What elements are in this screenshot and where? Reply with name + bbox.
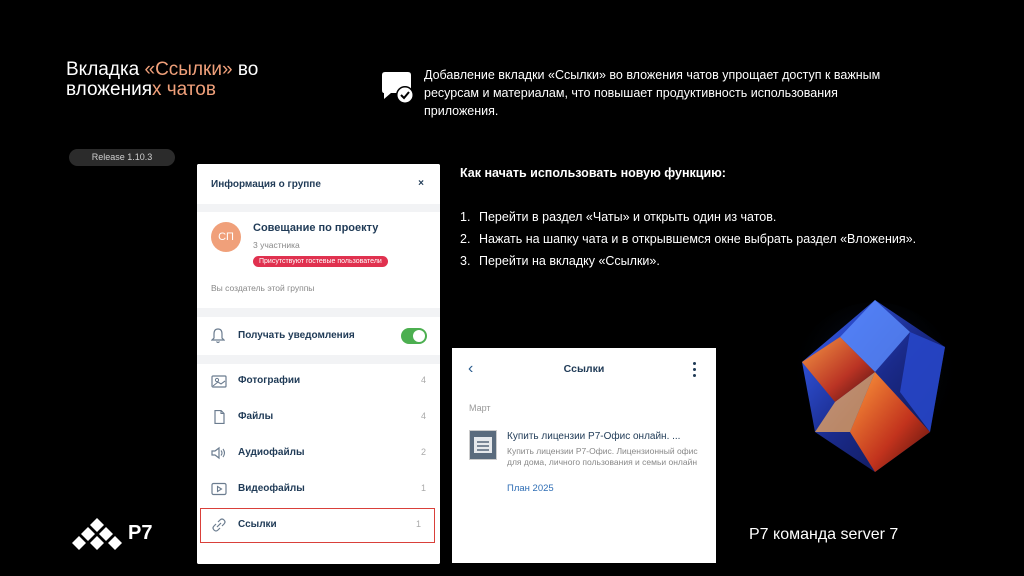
attachment-item-video[interactable] bbox=[197, 472, 440, 507]
links-panel-title: Ссылки bbox=[563, 363, 605, 375]
notifications-toggle[interactable] bbox=[401, 328, 427, 344]
attachment-label: Аудиофайлы bbox=[238, 447, 305, 458]
link-description: Купить лицензии Р7-Офис. Лицензионный офис для дома, личного пользования и семьи онлайн bbox=[507, 446, 698, 467]
step-text: Перейти в раздел «Чаты» и открыть один из чатов. bbox=[479, 210, 777, 224]
steps-list bbox=[460, 206, 916, 272]
photo-icon bbox=[211, 374, 227, 388]
title-text-end: во bbox=[232, 59, 259, 80]
release-badge: Release 1.10.3 bbox=[69, 149, 175, 166]
title-text: Вкладка bbox=[66, 59, 145, 80]
month-header: Март bbox=[469, 403, 491, 413]
attachment-count: 1 bbox=[415, 519, 421, 529]
link-title[interactable]: Купить лицензии Р7-Офис онлайн. ... bbox=[507, 431, 681, 442]
attachment-item-audio[interactable] bbox=[197, 436, 440, 471]
notifications-label: Получать уведомления bbox=[238, 330, 355, 341]
link-icon bbox=[211, 518, 227, 532]
avatar: СП bbox=[211, 222, 241, 252]
r7-gem-logo-icon bbox=[790, 292, 960, 482]
step-number: 2. bbox=[460, 232, 471, 246]
step-item bbox=[460, 228, 916, 250]
slide-title bbox=[66, 60, 258, 100]
link-source[interactable]: План 2025 bbox=[507, 483, 554, 494]
step-number: 1. bbox=[460, 210, 471, 224]
more-options-icon[interactable] bbox=[693, 362, 697, 378]
attachments-list bbox=[197, 364, 440, 564]
attachment-label: Ссылки bbox=[238, 519, 277, 530]
guest-badge: Присутствуют гостевые пользователи bbox=[253, 256, 388, 267]
feature-description: Добавление вкладки «Ссылки» во вложения чатов упрощает доступ к важным ресурсам и материалам, что повышает продуктивность использования приложения. bbox=[424, 68, 881, 118]
file-icon bbox=[211, 410, 227, 424]
footer-caption: Р7 команда server 7 bbox=[749, 526, 899, 543]
attachment-item-files[interactable] bbox=[197, 400, 440, 435]
attachment-count: 4 bbox=[420, 411, 426, 421]
title-line2: вложения bbox=[66, 79, 152, 100]
step-number: 3. bbox=[460, 254, 471, 268]
step-item bbox=[460, 250, 916, 272]
attachment-label: Файлы bbox=[238, 411, 274, 422]
link-thumbnail bbox=[469, 430, 497, 460]
attachment-item-links[interactable] bbox=[200, 508, 435, 543]
attachment-label: Видеофайлы bbox=[238, 483, 305, 494]
chat-check-icon bbox=[380, 71, 416, 105]
step-text: Нажать на шапку чата и в открывшемся окне выбрать раздел «Вложения». bbox=[479, 232, 917, 246]
video-icon bbox=[211, 482, 227, 496]
attachment-count: 4 bbox=[420, 375, 426, 385]
r7-logo-icon bbox=[72, 516, 122, 554]
attachment-count: 1 bbox=[420, 483, 426, 493]
close-icon[interactable]: × bbox=[418, 178, 424, 189]
audio-icon bbox=[211, 446, 227, 460]
step-item bbox=[460, 206, 916, 228]
attachment-count: 2 bbox=[420, 447, 426, 457]
back-icon[interactable]: ‹ bbox=[468, 360, 474, 377]
group-card bbox=[197, 212, 440, 308]
attachment-item-photos[interactable] bbox=[197, 364, 440, 399]
logo-text: Р7 bbox=[128, 522, 153, 544]
links-panel bbox=[452, 348, 716, 563]
group-info-panel bbox=[197, 164, 440, 564]
title-accent: «Ссылки» bbox=[144, 59, 233, 80]
notifications-row bbox=[197, 317, 440, 355]
panel-header bbox=[197, 164, 440, 204]
howto-title: Как начать использовать новую функцию: bbox=[460, 166, 726, 180]
group-name: Совещание по проекту bbox=[253, 222, 379, 234]
bell-icon bbox=[211, 328, 225, 344]
step-text: Перейти на вкладку «Ссылки». bbox=[479, 254, 660, 268]
member-count[interactable]: 3 участника bbox=[253, 240, 300, 250]
creator-note: Вы создатель этой группы bbox=[211, 283, 315, 293]
attachment-label: Фотографии bbox=[238, 375, 301, 386]
panel-title: Информация о группе bbox=[211, 178, 321, 190]
title-line2-accent: х чатов bbox=[151, 79, 216, 100]
